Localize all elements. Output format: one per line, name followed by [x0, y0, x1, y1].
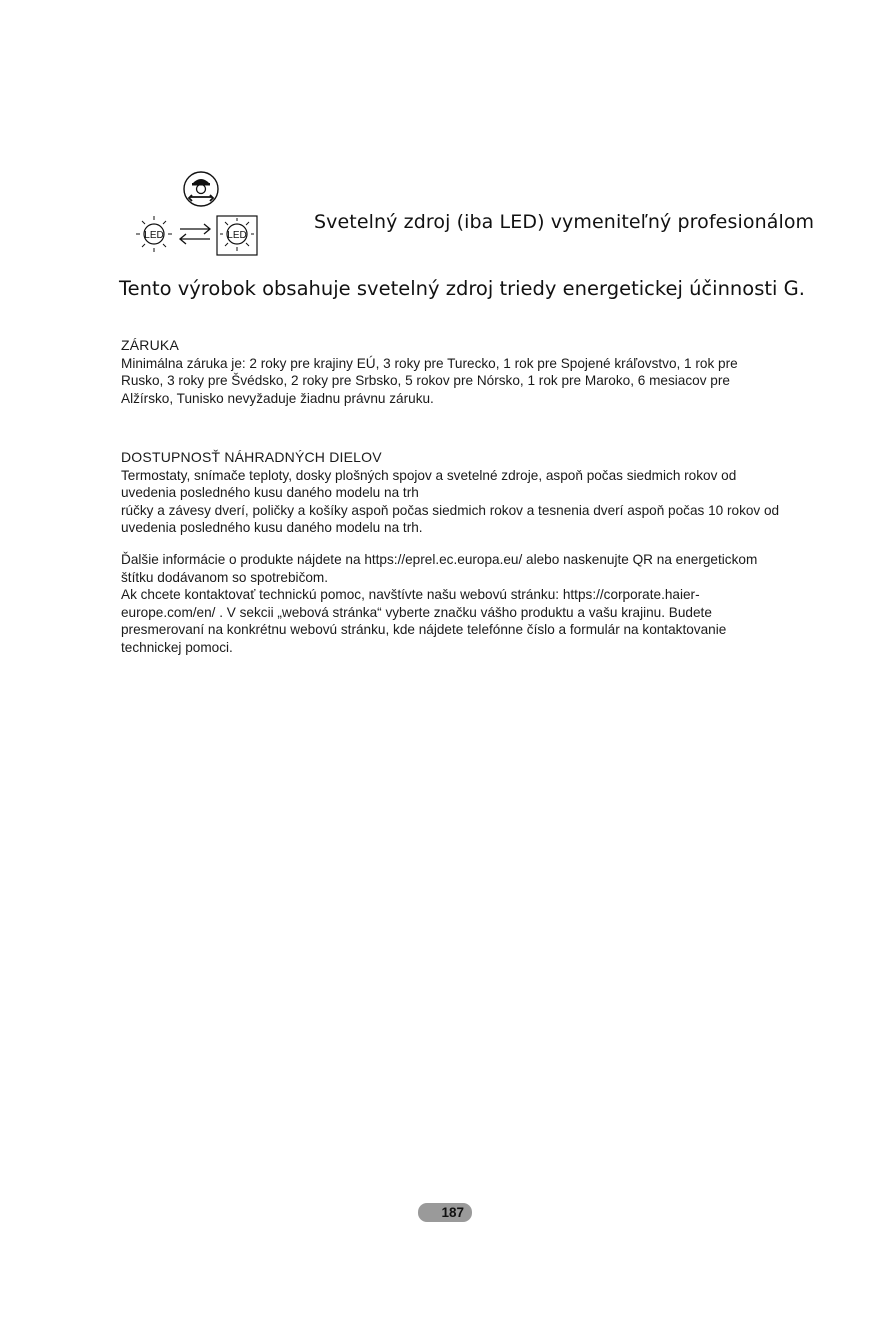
- led-replacement-caption: Svetelný zdroj (iba LED) vymeniteľný profesionálom: [314, 211, 815, 233]
- spare-parts-line-2: rúčky a závesy dverí, poličky a košíky aspoň počas siedmich rokov a tesnenia dverí aspoň počas 10 rokov od uvedenia posledného kusu daného modelu na trh.: [121, 502, 780, 536]
- led-label: LED: [144, 230, 164, 241]
- warranty-section: [121, 337, 781, 407]
- led-label: LED: [227, 230, 247, 241]
- warranty-text: Minimálna záruka je: 2 roky pre krajiny EÚ, 3 roky pre Turecko, 1 rok pre Spojené kráľovstvo, 1 rok pre Rusko, 3 roky pre Švédsko, 2 roky pre Srbsko, 5 rokov pre Nórsko, 1 rok pre Maroko, 6 mesiacov pre Alžírsko, Tunisko nevyžaduje žiadnu právnu záruku.: [121, 355, 738, 406]
- technician-wrench-icon: [184, 172, 218, 206]
- more-info-paragraph-1: Ďalšie informácie o produkte nájdete na https://eprel.ec.europa.eu/ alebo naskenujte QR na energetickom štítku dodávanom so spotrebičom.: [121, 552, 758, 585]
- spare-parts-line-1: Termostaty, snímače teploty, dosky plošných spojov a svetelné zdroje, aspoň počas siedmich rokov od uvedenia posledného kusu daného modelu na trh: [121, 467, 737, 501]
- spare-parts-section: [121, 449, 781, 537]
- warranty-heading: ZÁRUKA: [121, 337, 179, 353]
- replace-arrows-icon: [180, 224, 210, 244]
- led-light-source-icon: [136, 216, 172, 252]
- more-info-paragraph-2: Ak chcete kontaktovať technickú pomoc, navštívte našu webovú stránku: https://corporate.haier-europe.com/en/ . V sekcii „webová stránka“ vyberte značku vášho produktu a vašu krajinu. Budete presmerovaní na konkrétnu webovú stránku, kde nájdete telefónne číslo a formulár na kontaktovanie technickej pomoci.: [121, 587, 727, 655]
- spare-parts-heading: DOSTUPNOSŤ NÁHRADNÝCH DIELOV: [121, 449, 382, 465]
- page-number: 187: [418, 1203, 472, 1222]
- led-replacement-pictogram: [118, 170, 278, 265]
- led-light-source-icon: [217, 216, 257, 255]
- energy-class-statement: Tento výrobok obsahuje svetelný zdroj triedy energetickej účinnosti G.: [119, 277, 805, 300]
- more-info-section: [121, 551, 781, 657]
